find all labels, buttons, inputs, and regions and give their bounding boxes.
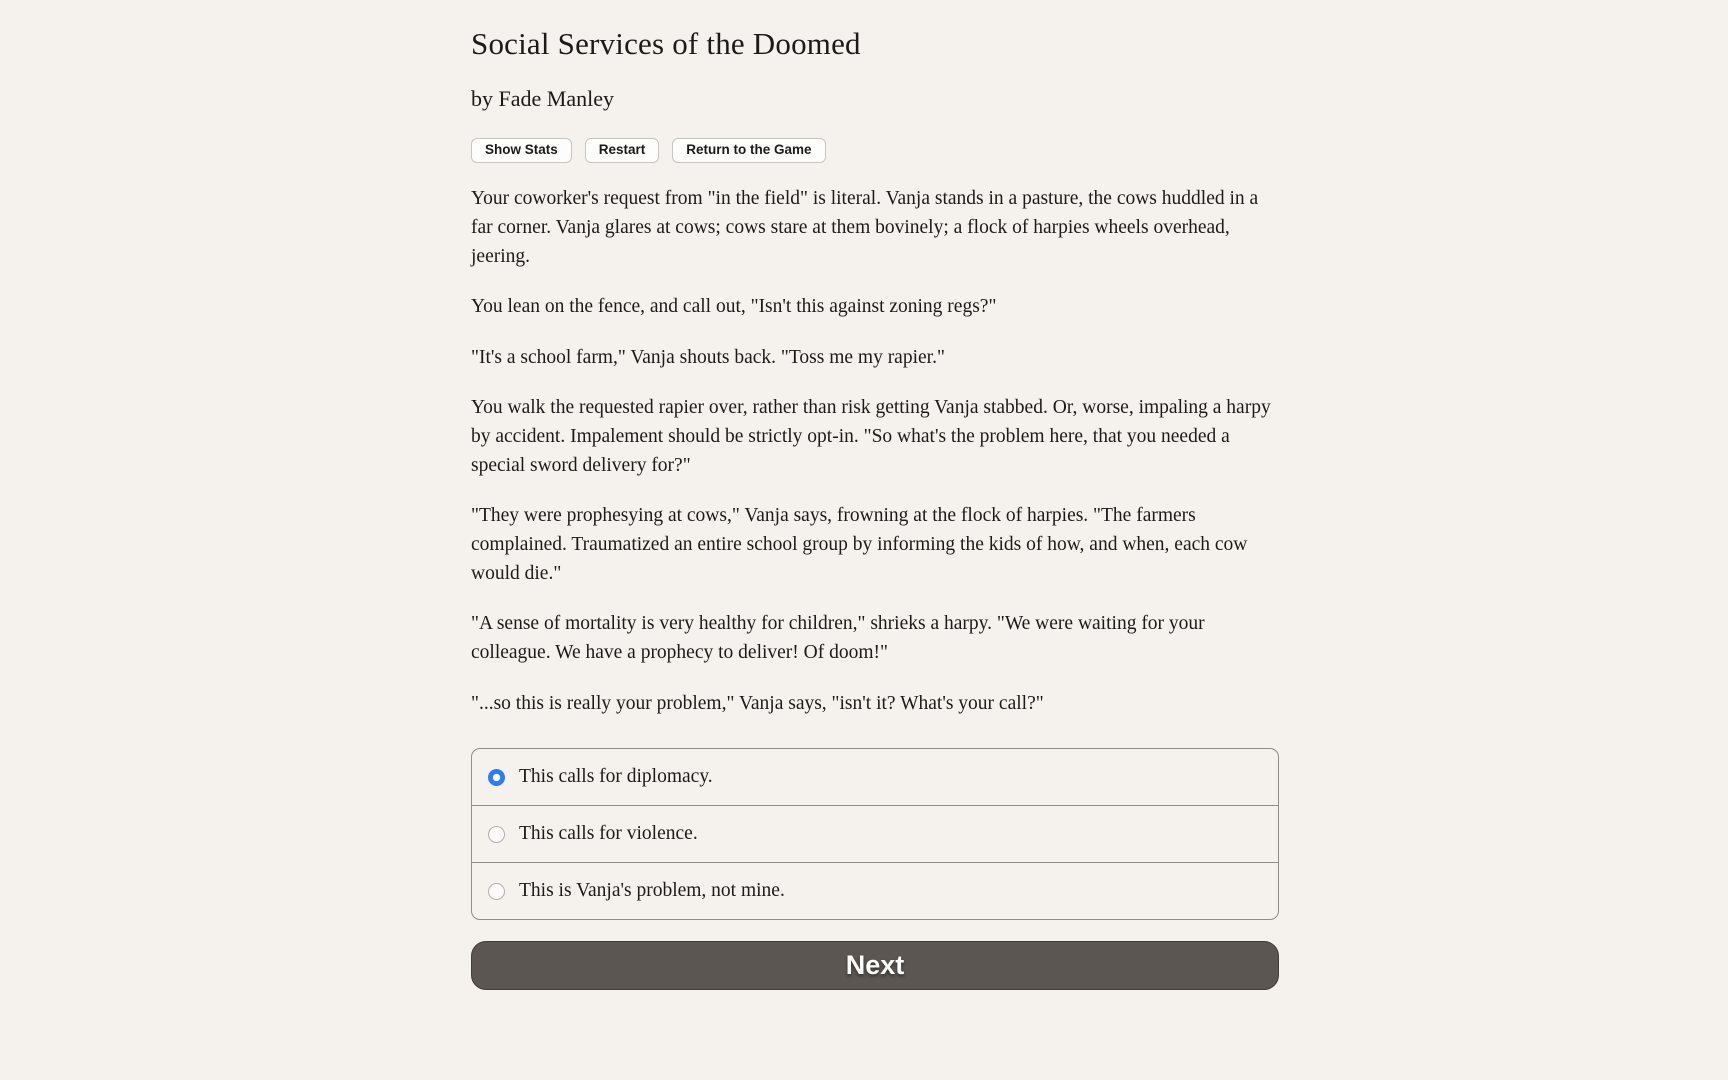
- story-paragraph: You lean on the fence, and call out, "Isn't this against zoning regs?": [471, 296, 997, 318]
- page-title: Social Services of the Doomed: [471, 26, 861, 61]
- choice-label: This calls for diplomacy.: [519, 766, 713, 788]
- story-paragraph: You walk the requested rapier over, rather than risk getting Vanja stabbed. Or, worse, impaling a harpy by accident. Impalement should be strictly opt-in. "So what's the problem here, that you needed a special sword delivery for?": [471, 397, 1271, 476]
- choice-label: This calls for violence.: [519, 823, 698, 845]
- game-content: [471, 0, 1279, 990]
- radio-icon[interactable]: [488, 883, 505, 900]
- radio-icon[interactable]: [488, 769, 505, 786]
- choice-label: This is Vanja's problem, not mine.: [519, 880, 785, 902]
- story-paragraph: "They were prophesying at cows," Vanja says, frowning at the flock of harpies. "The farmers complained. Traumatized an entire school group by informing the kids of how, and when, each cow would die.": [471, 505, 1248, 584]
- next-button[interactable]: Next: [471, 941, 1279, 990]
- story-paragraph: Your coworker's request from "in the field" is literal. Vanja stands in a pasture, the cows huddled in a far corner. Vanja glares at cows; cows stare at them bovinely; a flock of harpies wheels overhead, jeering.: [471, 188, 1259, 267]
- choice-list: [471, 748, 1279, 920]
- story-paragraph: "A sense of mortality is very healthy for children," shrieks a harpy. "We were waiting for your colleague. We have a prophecy to deliver! Of doom!": [471, 613, 1205, 664]
- story-paragraph: "It's a school farm," Vanja shouts back. "Toss me my rapier.": [471, 346, 945, 368]
- choice-option-violence[interactable]: [472, 805, 1278, 862]
- restart-button[interactable]: Restart: [585, 138, 660, 163]
- radio-icon[interactable]: [488, 826, 505, 843]
- return-to-game-button[interactable]: Return to the Game: [672, 138, 825, 163]
- choice-option-not-mine[interactable]: [472, 862, 1278, 919]
- show-stats-button[interactable]: Show Stats: [471, 138, 572, 163]
- story-text: [471, 185, 1279, 718]
- author-byline: by Fade Manley: [471, 86, 614, 111]
- choice-option-diplomacy[interactable]: [472, 749, 1278, 805]
- toolbar: [471, 138, 1279, 163]
- story-paragraph: "...so this is really your problem," Vanja says, "isn't it? What's your call?": [471, 692, 1044, 714]
